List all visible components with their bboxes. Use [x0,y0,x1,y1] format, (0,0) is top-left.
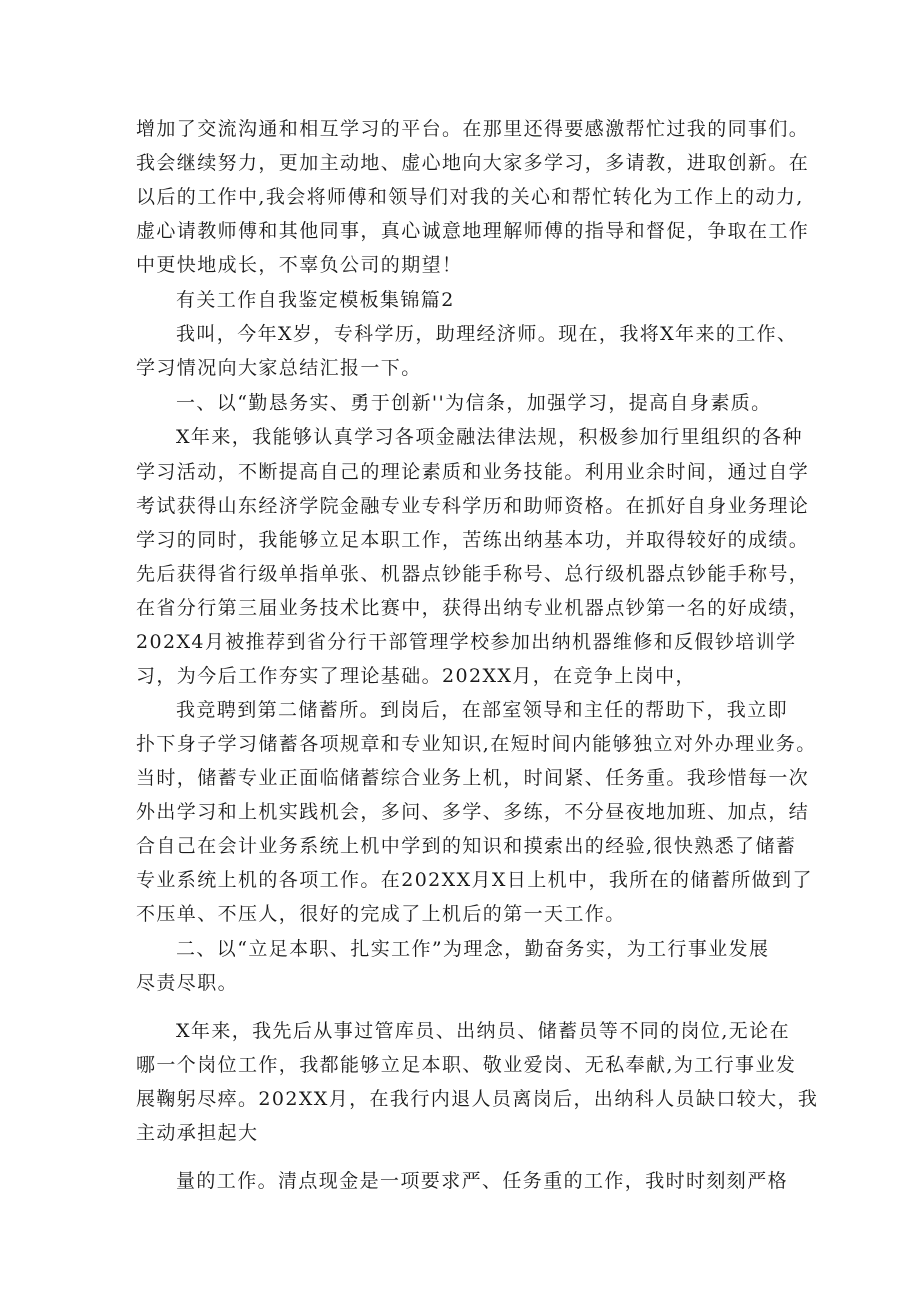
text-line: 中更快地成长，不辜负公司的期望！ [136,254,463,276]
subheading: 二、以“立足本职、扎实工作”为理念，勤奋务实，为工行事业发展 [176,938,770,960]
text-line: X年来，我先后从事过管库员、出纳员、储蓄员等不同的岗位,无论在 [176,1020,790,1042]
text-line: 学习的同时，我能够立足本职工作，苦练出纳基本功，并取得较好的成绩。 [136,529,810,551]
section-heading: 有关工作自我鉴定模板集锦篇2 [176,289,455,311]
text-line: 习，为今后工作夯实了理论基础。202XX月，在竞争上岗中， [136,665,696,687]
text-line: 考试获得山东经济学院金融专业专科学历和助师资格。在抓好自身业务理论 [136,495,810,517]
text-line: 我竞聘到第二储蓄所。到岗后，在部室领导和主任的帮助下，我立即 [176,699,789,721]
text-line: 合自己在会计业务系统上机中学到的知识和摸索出的经验,很快熟悉了储蓄 [136,835,797,857]
text-line: 先后获得省行级单指单张、机器点钞能手称号、总行级机器点钞能手称号， [136,563,810,585]
text-line: 量的工作。清点现金是一项要求严、任务重的工作，我时时刻刻严格 [176,1170,789,1192]
text-line: 学习情况向大家总结汇报一下。 [136,357,422,379]
text-line: 专业系统上机的各项工作。在202XX月X日上机中，我所在的储蓄所做到了 [136,869,813,891]
text-line: 学习活动，不断提高自己的理论素质和业务技能。利用业余时间，通过自学 [136,461,810,483]
text-line: 当时，储蓄专业正面临储蓄综合业务上机，时间紧、任务重。我珍惜每一次 [136,767,810,789]
text-line: 我叫，今年X岁，专科学历，助理经济师。现在，我将X年来的工作、 [176,323,798,345]
text-line: 展鞠躬尽瘁。202XX月，在我行内退人员离岗后，出纳科人员缺口较大，我 [136,1088,819,1110]
text-line: 增加了交流沟通和相互学习的平台。在那里还得要感激帮忙过我的同事们。 [136,118,810,140]
text-line: 202X4月被推荐到省分行干部管理学校参加出纳机器维修和反假钞培训学 [136,631,797,653]
text-line: 外出学习和上机实践机会，多问、多学、多练，不分昼夜地加班、加点，结 [136,801,810,823]
text-line: 在省分行第三届业务技术比赛中，获得出纳专业机器点钞第一名的好成绩， [136,597,810,619]
text-line: X年来，我能够认真学习各项金融法律法规，积极参加行里组织的各种 [176,426,803,448]
text-line: 以后的工作中,我会将师傅和领导们对我的关心和帮忙转化为工作上的动力, [136,186,804,208]
text-line: 不压单、不压人，很好的完成了上机后的第一天工作。 [136,903,626,925]
text-line: 我会继续努力，更加主动地、虚心地向大家多学习，多请教，进取创新。在 [136,152,810,174]
text-line: 扑下身子学习储蓄各项规章和专业知识,在短时间内能够独立对外办理业务。 [136,733,817,755]
text-line: 虚心请教师傅和其他同事，真心诚意地理解师傅的指导和督促，争取在工作 [136,220,810,242]
text-line: 主动承担起大 [136,1122,259,1144]
text-line: 哪一个岗位工作，我都能够立足本职、敬业爱岗、无私奉献,为工行事业发 [136,1054,797,1076]
text-line: 尽责尽职。 [136,972,239,994]
subheading: 一、以“勤恳务实、勇于创新''为信条，加强学习，提高自身素质。 [176,392,772,414]
